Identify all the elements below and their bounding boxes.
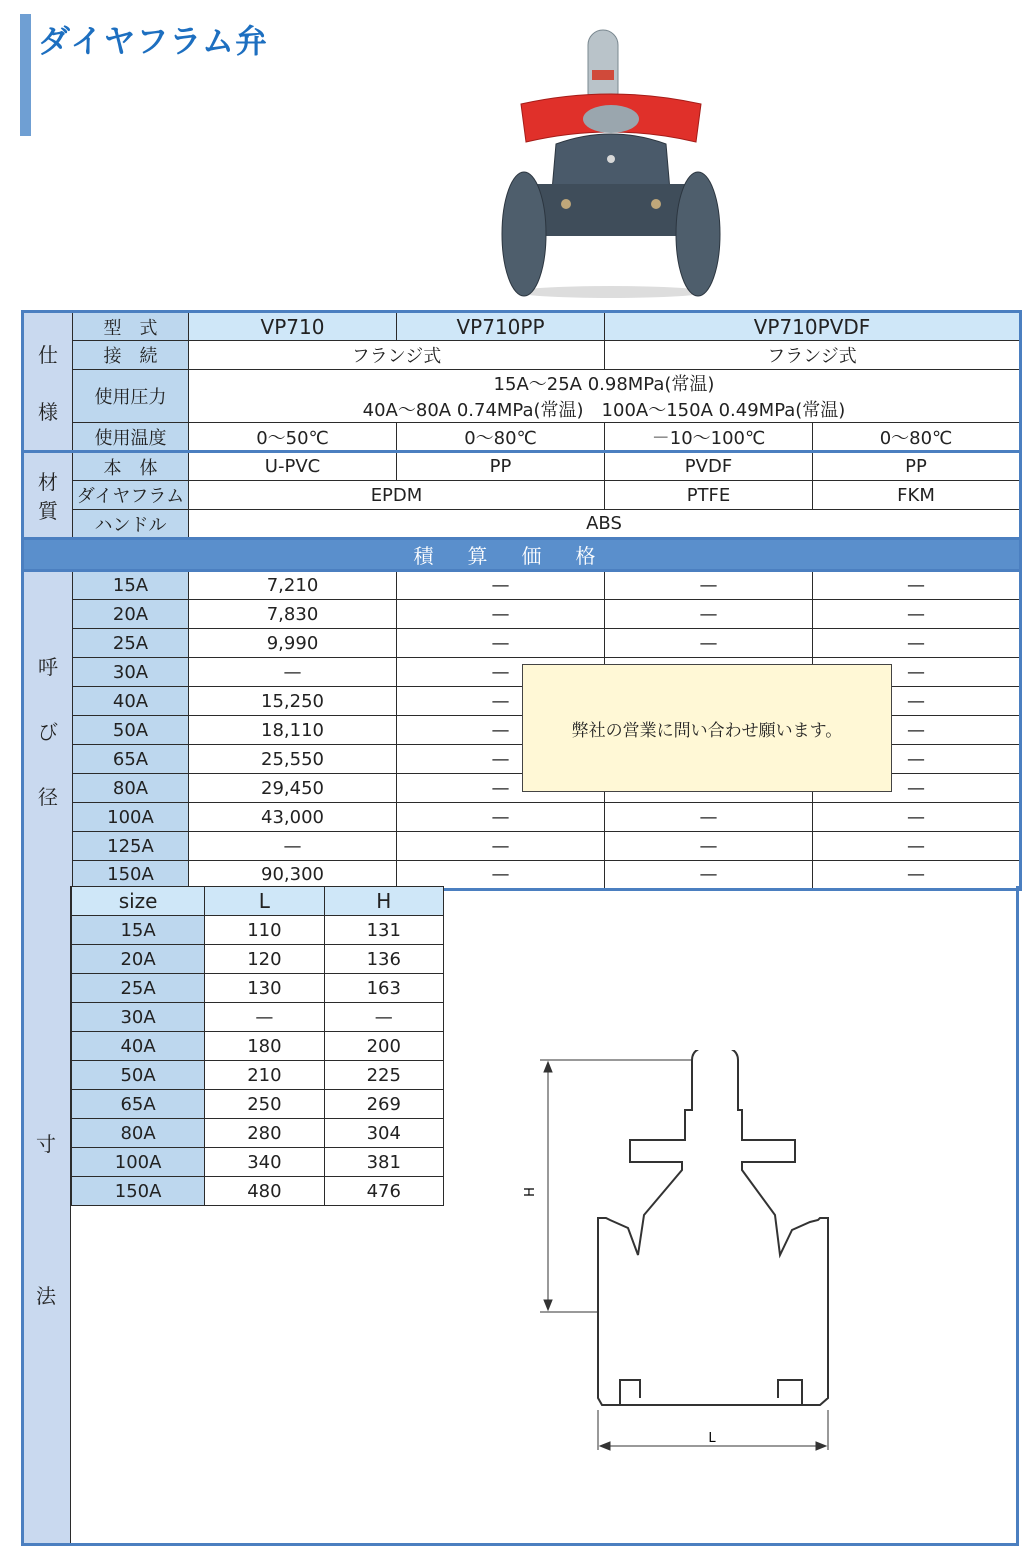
body-label: 本 体 — [73, 452, 189, 481]
price-cell: 15,250 — [189, 687, 397, 716]
price-cell: — — [397, 687, 605, 716]
temperature-value: －10〜100℃ — [605, 423, 813, 452]
dim-h: 381 — [324, 1148, 443, 1177]
section-dimensions-char: 寸 — [36, 1132, 56, 1156]
dim-h: 136 — [324, 945, 443, 974]
spec-table — [21, 310, 1022, 891]
connection-value: フランジ式 — [189, 341, 605, 370]
dim-l: 110 — [205, 916, 324, 945]
price-cell: — — [397, 745, 605, 774]
price-cell: — — [605, 600, 813, 629]
price-cell: — — [813, 571, 1021, 600]
page-title: ダイヤフラム弁 — [38, 22, 269, 60]
temperature-label: 使用温度 — [73, 423, 189, 452]
dim-size: 20A — [72, 945, 205, 974]
dim-size: 80A — [72, 1119, 205, 1148]
dim-h: 476 — [324, 1177, 443, 1206]
body-value: PP — [397, 452, 605, 481]
handle-label: ハンドル — [73, 510, 189, 539]
price-cell: — — [813, 600, 1021, 629]
section-material: 材 質 — [23, 452, 73, 539]
dim-l: 130 — [205, 974, 324, 1003]
diaphragm-value: EPDM — [189, 481, 605, 510]
valve-dimension-drawing — [520, 1050, 850, 1470]
section-dimensions — [21, 886, 71, 1546]
dim-h: 304 — [324, 1119, 443, 1148]
price-cell: — — [397, 861, 605, 890]
dim-size: 40A — [72, 1032, 205, 1061]
price-cell: — — [605, 571, 813, 600]
connection-value: フランジ式 — [605, 341, 1021, 370]
price-cell: — — [605, 832, 813, 861]
price-cell: — — [397, 571, 605, 600]
dim-l: 120 — [205, 945, 324, 974]
price-cell: — — [813, 861, 1021, 890]
body-value: PVDF — [605, 452, 813, 481]
price-cell: 7,830 — [189, 600, 397, 629]
body-value: PP — [813, 452, 1021, 481]
diaphragm-value: FKM — [813, 481, 1021, 510]
section-nominal-size: 呼 び 径 — [23, 571, 73, 890]
price-size: 20A — [73, 600, 189, 629]
dim-l: 250 — [205, 1090, 324, 1119]
dim-size: 30A — [72, 1003, 205, 1032]
body-value: U-PVC — [189, 452, 397, 481]
price-cell: 29,450 — [189, 774, 397, 803]
price-cell: 7,210 — [189, 571, 397, 600]
inquiry-note: 弊社の営業に問い合わせ願います。 — [522, 664, 892, 792]
dim-l: — — [205, 1003, 324, 1032]
price-size: 40A — [73, 687, 189, 716]
dim-l: 340 — [205, 1148, 324, 1177]
price-cell: — — [813, 803, 1021, 832]
price-cell: — — [189, 658, 397, 687]
temperature-value: 0〜80℃ — [813, 423, 1021, 452]
price-cell: — — [397, 803, 605, 832]
price-cell: — — [813, 745, 1021, 774]
dimension-table — [71, 886, 444, 1206]
price-size: 30A — [73, 658, 189, 687]
price-cell: — — [397, 774, 605, 803]
price-cell: — — [189, 832, 397, 861]
dim-header-l: L — [205, 887, 324, 916]
diaphragm-valve-photo — [496, 24, 726, 299]
price-cell: 90,300 — [189, 861, 397, 890]
price-cell: — — [605, 861, 813, 890]
dim-h: 200 — [324, 1032, 443, 1061]
price-cell: 9,990 — [189, 629, 397, 658]
price-cell: 43,000 — [189, 803, 397, 832]
dim-size: 100A — [72, 1148, 205, 1177]
price-cell: — — [813, 687, 1021, 716]
price-cell: — — [813, 832, 1021, 861]
dim-size: 150A — [72, 1177, 205, 1206]
diaphragm-value: PTFE — [605, 481, 813, 510]
temperature-value: 0〜80℃ — [397, 423, 605, 452]
model-label: 型 式 — [73, 312, 189, 341]
pressure-value: 15A〜25A 0.98MPa(常温) 40A〜80A 0.74MPa(常温) 100A〜150A 0.49MPa(常温) — [189, 370, 1021, 423]
dim-size: 50A — [72, 1061, 205, 1090]
dim-h: 163 — [324, 974, 443, 1003]
price-cell: — — [397, 629, 605, 658]
dim-size: 25A — [72, 974, 205, 1003]
price-cell: — — [397, 600, 605, 629]
price-cell: 25,550 — [189, 745, 397, 774]
dim-l: 480 — [205, 1177, 324, 1206]
dim-h: 269 — [324, 1090, 443, 1119]
price-header: 積算価格 — [23, 539, 1021, 571]
dim-header-size: size — [72, 887, 205, 916]
section-dimensions-char: 法 — [36, 1284, 56, 1308]
dim-l: 180 — [205, 1032, 324, 1061]
price-cell: 18,110 — [189, 716, 397, 745]
handle-value: ABS — [189, 510, 1021, 539]
price-cell: — — [397, 658, 605, 687]
price-cell: — — [813, 629, 1021, 658]
price-cell: — — [397, 832, 605, 861]
price-size: 25A — [73, 629, 189, 658]
model-vp710pvdf: VP710PVDF — [605, 312, 1021, 341]
price-cell: — — [813, 716, 1021, 745]
model-vp710: VP710 — [189, 312, 397, 341]
length-label: L — [708, 1431, 716, 1446]
diaphragm-label: ダイヤフラム — [73, 481, 189, 510]
price-cell: — — [605, 803, 813, 832]
dim-l: 210 — [205, 1061, 324, 1090]
dim-size: 65A — [72, 1090, 205, 1119]
price-size: 100A — [73, 803, 189, 832]
dim-h: 225 — [324, 1061, 443, 1090]
dim-h: — — [324, 1003, 443, 1032]
price-size: 80A — [73, 774, 189, 803]
dim-size: 15A — [72, 916, 205, 945]
title-accent-bar — [20, 14, 31, 136]
price-size: 65A — [73, 745, 189, 774]
dim-header-h: H — [324, 887, 443, 916]
price-size: 150A — [73, 861, 189, 890]
section-spec: 仕 様 — [23, 312, 73, 452]
height-label: H — [523, 1187, 538, 1197]
price-cell: — — [813, 658, 1021, 687]
price-cell: — — [605, 629, 813, 658]
model-vp710pp: VP710PP — [397, 312, 605, 341]
price-size: 125A — [73, 832, 189, 861]
price-size: 50A — [73, 716, 189, 745]
pressure-label: 使用圧力 — [73, 370, 189, 423]
price-size: 15A — [73, 571, 189, 600]
dim-l: 280 — [205, 1119, 324, 1148]
price-cell: — — [397, 716, 605, 745]
temperature-value: 0〜50℃ — [189, 423, 397, 452]
dim-h: 131 — [324, 916, 443, 945]
price-cell: — — [813, 774, 1021, 803]
connection-label: 接 続 — [73, 341, 189, 370]
